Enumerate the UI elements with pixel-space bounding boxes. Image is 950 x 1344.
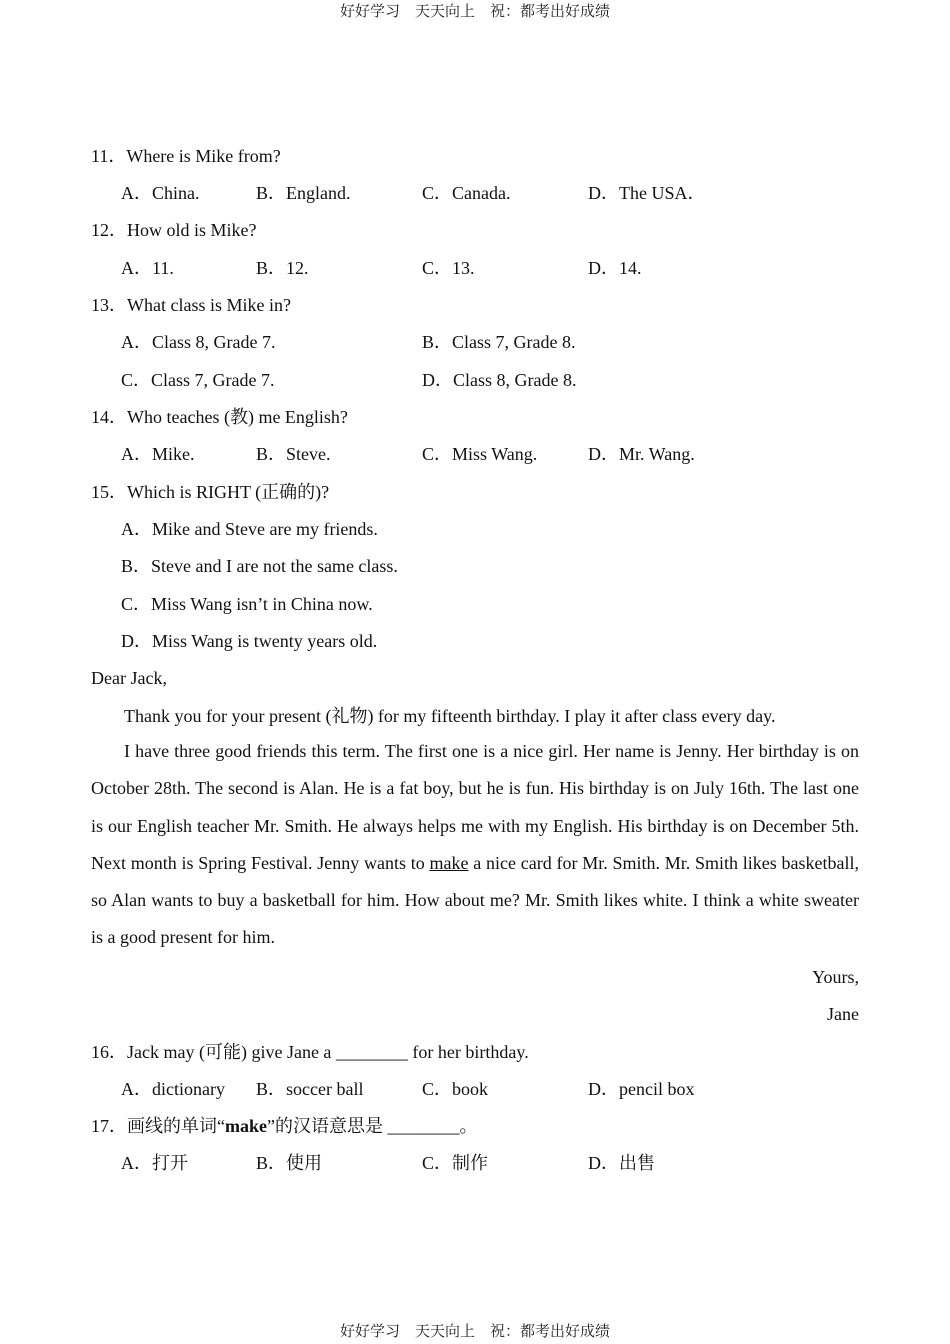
question-16-stem: 16．Jack may (可能) give Jane a ________ for her birthday.	[91, 1042, 529, 1062]
question-17-option-d: D．出售	[588, 1153, 655, 1173]
question-13-stem: 13．What class is Mike in?	[91, 295, 291, 315]
page-footer: 好好学习 天天向上 祝：都考出好成绩	[339, 1322, 610, 1340]
letter-closing: Yours,	[812, 967, 859, 987]
question-15-option-a: A．Mike and Steve are my friends.	[121, 519, 378, 539]
question-15-option-b: B．Steve and I are not the same class.	[121, 556, 398, 576]
question-16-option-c: C．book	[422, 1079, 489, 1099]
letter-signature: Jane	[827, 1004, 859, 1024]
question-13-option-a: A．Class 8, Grade 7.	[121, 332, 276, 352]
question-15-option-c: C．Miss Wang isn’t in China now.	[121, 594, 373, 614]
underlined-word-make: make	[429, 852, 469, 873]
question-14-stem: 14．Who teaches (教) me English?	[91, 407, 348, 427]
question-15-stem: 15．Which is RIGHT (正确的)?	[91, 482, 330, 502]
question-11-option-a: A．China.	[121, 183, 200, 203]
question-12-option-b: B．12.	[256, 258, 309, 278]
question-11-stem: 11．Where is Mike from?	[91, 146, 281, 166]
question-11-option-b: B．England.	[256, 183, 351, 203]
question-11-option-d: D．The USA．	[588, 183, 706, 203]
question-16-option-d: D．pencil box	[588, 1079, 695, 1099]
letter-paragraph-2-text-end: a nice card for Mr. Smith. Mr. Smith likes basketball, so Alan wants to buy a basketball for him. How about me? Mr. Smith likes white. I think a white sweater is a good present for him.	[91, 852, 859, 948]
question-12-option-d: D．14.	[588, 258, 642, 278]
question-16-option-b: B．soccer ball	[256, 1079, 364, 1099]
letter-paragraph-2-text: I have three good friends this term. The first one is a nice girl. Her name is Jenny. Her birthday is on October 28th. The second is Alan. He is a fat boy, but he is fun. His birthday is on July 16th. The last one is our English teacher Mr. Smith. He always helps me with my English. His birthday is on December 5th. Next month is Spring Festival. Jenny wants to	[91, 741, 859, 873]
question-16-option-a: A．dictionary	[121, 1079, 225, 1099]
question-13-option-b: B．Class 7, Grade 8.	[422, 332, 576, 352]
letter-paragraph-1: Thank you for your present (礼物) for my fifteenth birthday. I play it after class every day.	[124, 706, 776, 726]
question-11-option-c: C．Canada.	[422, 183, 511, 203]
question-17-option-c: C．制作	[422, 1153, 489, 1173]
letter-paragraph-2	[91, 733, 859, 957]
question-17-stem-end: ”的汉语意思是 ________。	[267, 1116, 478, 1136]
question-12-option-c: C．13.	[422, 258, 475, 278]
letter-greeting: Dear Jack,	[91, 668, 167, 688]
question-17-bold-word: make	[225, 1116, 267, 1136]
question-17-stem	[91, 1115, 478, 1137]
page-header: 好好学习 天天向上 祝：都考出好成绩	[339, 2, 610, 20]
question-13-option-c: C．Class 7, Grade 7.	[121, 370, 275, 390]
question-13-option-d: D．Class 8, Grade 8.	[422, 370, 577, 390]
question-17-option-b: B．使用	[256, 1153, 323, 1173]
question-14-option-d: D．Mr. Wang.	[588, 444, 695, 464]
question-14-option-b: B．Steve.	[256, 444, 331, 464]
question-14-option-a: A．Mike.	[121, 444, 195, 464]
question-17-stem-start: 17．画线的单词“	[91, 1116, 225, 1136]
question-14-option-c: C．Miss Wang.	[422, 444, 538, 464]
question-12-stem: 12．How old is Mike?	[91, 220, 257, 240]
question-17-option-a: A．打开	[121, 1153, 188, 1173]
question-15-option-d: D．Miss Wang is twenty years old.	[121, 631, 378, 651]
question-12-option-a: A．11.	[121, 258, 174, 278]
